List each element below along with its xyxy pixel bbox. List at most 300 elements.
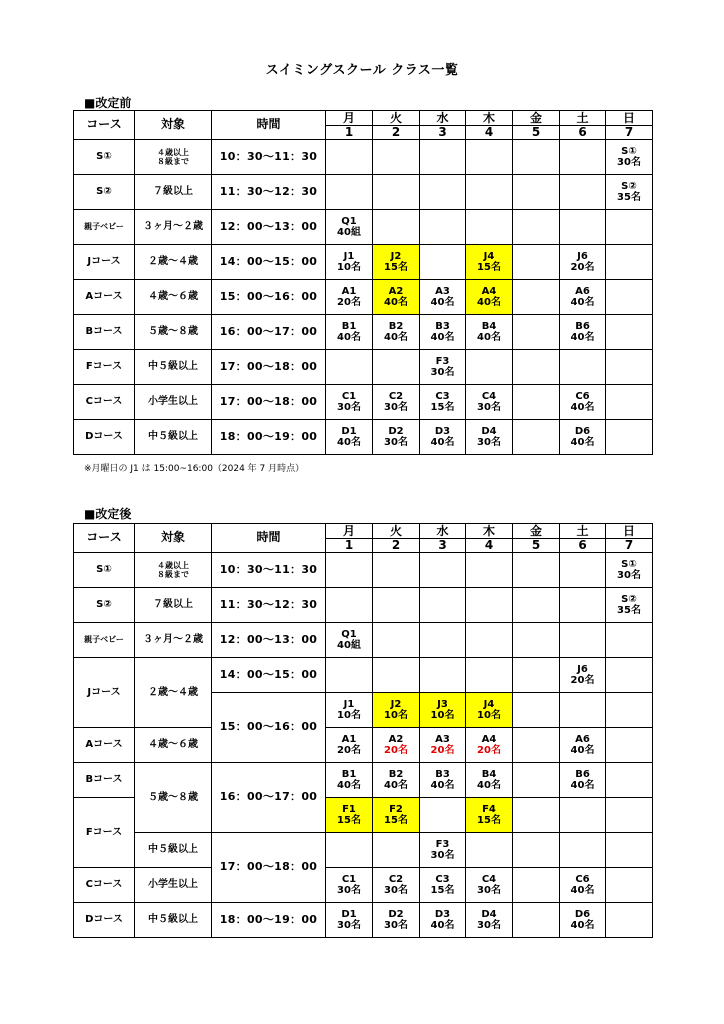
class-code: S① [621,559,637,570]
class-capacity: 40名 [430,437,455,448]
target-cell [135,210,212,245]
class-capacity: 30名 [430,367,455,378]
time-cell: 11：30〜12：30 [212,588,326,623]
class-cell [513,280,560,315]
class-cell [560,623,606,658]
class-cell [326,385,373,420]
class-cell [560,588,606,623]
class-capacity: 15名 [384,815,408,826]
class-code: A4 [481,286,497,297]
header-day-number: 1 [326,538,373,553]
class-code: C4 [481,391,497,402]
class-code: J3 [437,699,448,710]
class-capacity: 20名 [337,297,361,308]
class-code: J1 [343,251,355,262]
page-title: スイミングスクール クラス一覧 [265,63,459,78]
class-cell [606,210,653,245]
class-cell [466,350,513,385]
course-name: S① [74,553,135,588]
class-cell [420,175,466,210]
target-line: 中５級以上 [148,361,198,373]
class-cell [466,553,513,588]
class-cell [606,798,653,833]
class-code: A2 [388,286,404,297]
class-cell [373,658,420,693]
class-capacity: 30名 [384,920,408,931]
class-cell [560,315,606,350]
class-capacity: 30名 [384,885,408,896]
class-cell [420,350,466,385]
class-cell [326,553,373,588]
course-name: S① [74,140,135,175]
course-name: Jコース [74,245,135,280]
target-line: ８級まで [157,157,189,166]
class-code: S② [621,181,637,192]
class-capacity: 40名 [477,332,501,343]
class-cell [466,763,513,798]
class-code: B1 [341,321,357,332]
target-line: ４歳以上 [157,147,189,157]
header-day: 木 [466,111,513,126]
header-day-number: 6 [560,538,606,553]
footnote: ※月曜日の J1 は 15:00~16:00（2024 年 7 月時点） [84,464,305,474]
class-cell [466,420,513,455]
class-code: D4 [481,426,497,437]
class-code: A1 [341,734,357,745]
class-cell [420,728,466,763]
class-code: J4 [483,699,495,710]
class-code: S① [621,146,637,157]
header-target: 対象 [135,111,212,140]
class-code: C3 [435,874,450,885]
class-code: J1 [343,699,355,710]
class-capacity: 35名 [617,192,641,203]
time-cell: 10：30〜11：30 [212,553,326,588]
target-line: ８級まで [157,570,189,579]
target-cell: ３ヶ月〜２歳 [135,623,212,658]
header-day-number: 3 [420,125,466,140]
class-capacity: 30名 [384,402,408,413]
target-line: 小学生以上 [148,396,198,408]
class-cell [326,833,373,868]
class-cell [606,693,653,728]
class-code: D1 [341,426,357,437]
class-code: J4 [483,251,495,262]
header-day: 日 [606,111,653,126]
header-day-number: 1 [326,125,373,140]
header-day: 月 [326,524,373,539]
class-cell-highlighted [420,693,466,728]
header-target: 対象 [135,524,212,553]
class-code: Q1 [341,216,357,227]
class-capacity: 40名 [477,780,501,791]
class-cell [326,623,373,658]
class-cell [560,868,606,903]
class-capacity-changed: 20名 [430,745,455,756]
class-cell [373,728,420,763]
class-code: B6 [575,769,590,780]
class-capacity: 30名 [337,885,361,896]
course-name: Fコース [74,798,135,868]
header-day-number: 2 [373,538,420,553]
class-code: B2 [388,321,404,332]
class-cell-highlighted [373,798,420,833]
class-cell [466,833,513,868]
class-cell [420,763,466,798]
class-cell [420,903,466,938]
target-line: ４歳〜６歳 [148,291,198,303]
class-capacity: 20名 [337,745,361,756]
section-heading-after: ■改定後 [84,507,132,521]
class-cell [606,245,653,280]
class-capacity: 40名 [570,437,595,448]
class-code: A1 [341,286,357,297]
class-capacity: 15名 [430,402,455,413]
class-cell [466,728,513,763]
time-cell: 17：00〜18：00 [212,833,326,903]
class-cell [466,623,513,658]
class-code: B4 [481,769,497,780]
class-cell [326,728,373,763]
target-line: ４歳以上 [157,560,189,570]
course-name: S② [74,175,135,210]
class-code: A6 [575,286,590,297]
class-cell [420,280,466,315]
class-capacity: 30名 [617,570,641,581]
class-code: Q1 [341,629,357,640]
class-code: D6 [574,909,591,920]
time-cell: 18：00〜19：00 [212,420,326,455]
class-cell-highlighted [466,798,513,833]
class-code: D1 [341,909,357,920]
class-cell [420,798,466,833]
class-cell [606,350,653,385]
class-capacity: 40名 [337,332,361,343]
target-cell: 中５級以上 [135,903,212,938]
class-cell [560,798,606,833]
header-course: コース [74,524,135,553]
course-name: Dコース [74,420,135,455]
class-capacity: 30名 [617,157,641,168]
class-capacity: 20名 [570,262,595,273]
class-capacity: 40名 [384,332,408,343]
course-name: Aコース [74,728,135,763]
class-cell [373,763,420,798]
class-cell-highlighted [466,280,513,315]
class-cell [466,175,513,210]
target-cell [135,280,212,315]
class-code: C6 [575,874,590,885]
class-capacity: 15名 [384,262,408,273]
class-code: C4 [481,874,497,885]
class-code: F3 [435,839,450,850]
time-cell: 14：00〜15：00 [212,658,326,693]
class-cell [513,833,560,868]
class-capacity: 30名 [430,850,455,861]
class-cell [560,763,606,798]
class-code: J6 [577,251,588,262]
class-cell [466,588,513,623]
course-name: Jコース [74,658,135,728]
class-cell [560,175,606,210]
time-cell: 15：00〜16：00 [212,693,326,763]
class-cell [560,728,606,763]
class-capacity: 15名 [430,885,455,896]
class-capacity: 40名 [337,780,361,791]
class-cell [560,693,606,728]
class-cell [606,588,653,623]
class-cell [513,868,560,903]
class-code: B2 [388,769,404,780]
class-cell [466,903,513,938]
class-table-after [73,523,653,938]
class-code: B6 [575,321,590,332]
class-code: C1 [341,874,357,885]
class-cell [513,315,560,350]
class-cell [466,385,513,420]
class-cell [420,833,466,868]
class-capacity: 40名 [477,297,501,308]
class-cell [560,350,606,385]
class-cell [466,658,513,693]
class-cell [326,903,373,938]
class-cell [513,245,560,280]
class-capacity: 10名 [384,710,408,721]
class-cell [373,588,420,623]
class-cell [420,140,466,175]
class-table-before [73,110,653,455]
class-cell [513,658,560,693]
class-capacity: 40名 [430,780,455,791]
class-cell [513,420,560,455]
time-cell: 11：30〜12：30 [212,175,326,210]
class-cell [560,553,606,588]
class-capacity: 30名 [477,920,501,931]
class-code: F2 [389,804,403,815]
target-line: ７級以上 [153,186,193,198]
class-cell [326,140,373,175]
target-line: ２歳〜４歳 [148,256,198,268]
class-cell [373,553,420,588]
class-cell [560,833,606,868]
class-cell [373,210,420,245]
class-cell [560,140,606,175]
class-cell [513,728,560,763]
class-cell [326,315,373,350]
class-capacity: 20名 [570,675,595,686]
class-cell [420,210,466,245]
header-day: 水 [420,111,466,126]
target-cell [135,420,212,455]
class-capacity-changed: 20名 [384,745,408,756]
class-cell [513,140,560,175]
header-day-number: 7 [606,538,653,553]
course-name: Cコース [74,868,135,903]
class-capacity: 10名 [337,262,361,273]
time-cell: 14：00〜15：00 [212,245,326,280]
header-day: 土 [560,524,606,539]
class-cell [513,623,560,658]
class-cell [326,868,373,903]
class-capacity: 15名 [477,262,501,273]
class-code: F4 [482,804,496,815]
class-capacity: 40名 [570,332,595,343]
time-cell: 18：00〜19：00 [212,903,326,938]
class-cell [513,210,560,245]
class-cell [373,420,420,455]
class-capacity: 40組 [337,640,361,651]
class-cell [373,385,420,420]
target-cell: ２歳〜４歳 [135,658,212,728]
class-cell [560,658,606,693]
header-day: 日 [606,524,653,539]
class-capacity: 40名 [570,885,595,896]
target-cell: ７級以上 [135,588,212,623]
class-capacity: 15名 [477,815,501,826]
course-name: 親子ベビー [74,623,135,658]
header-day: 金 [513,111,560,126]
class-cell [513,763,560,798]
class-cell [560,903,606,938]
class-cell [606,903,653,938]
header-time: 時間 [212,524,326,553]
class-cell [513,903,560,938]
section-heading-before: ■改定前 [84,96,132,110]
class-capacity: 40名 [384,297,408,308]
course-name: Bコース [74,315,135,350]
class-capacity: 15名 [337,815,361,826]
time-cell: 16：00〜17：00 [212,763,326,833]
class-capacity: 40名 [430,332,455,343]
class-capacity: 40名 [570,780,595,791]
class-code: C6 [575,391,590,402]
target-line: 中５級以上 [148,431,198,443]
class-capacity: 10名 [477,710,501,721]
class-code: D2 [388,909,404,920]
class-capacity: 30名 [337,402,361,413]
class-capacity: 10名 [430,710,455,721]
target-cell: ５歳〜８歳 [135,763,212,833]
class-cell [326,658,373,693]
class-code: S② [621,594,637,605]
course-name: 親子ベビー [74,210,135,245]
target-cell [135,385,212,420]
header-day: 火 [373,524,420,539]
header-day: 水 [420,524,466,539]
class-code: J2 [390,699,402,710]
class-cell [513,385,560,420]
class-code: F3 [435,356,450,367]
class-code: D2 [388,426,404,437]
time-cell: 12：00〜13：00 [212,210,326,245]
class-code: D3 [434,909,451,920]
target-cell [135,315,212,350]
header-day-number: 2 [373,125,420,140]
header-day: 金 [513,524,560,539]
class-code: C3 [435,391,450,402]
header-day: 木 [466,524,513,539]
target-cell [135,140,212,175]
class-capacity: 40名 [570,402,595,413]
class-cell [373,140,420,175]
class-cell [513,175,560,210]
class-cell [560,420,606,455]
class-capacity: 40名 [570,297,595,308]
class-code: D4 [481,909,497,920]
class-code: B1 [341,769,357,780]
class-cell [606,728,653,763]
course-name: Bコース [74,763,135,798]
class-code: A2 [388,734,404,745]
class-capacity: 40名 [570,920,595,931]
class-code: A6 [575,734,590,745]
header-day-number: 6 [560,125,606,140]
class-cell-highlighted [373,245,420,280]
class-cell [513,588,560,623]
time-cell: 17：00〜18：00 [212,350,326,385]
header-day: 土 [560,111,606,126]
class-cell [326,175,373,210]
class-code: B4 [481,321,497,332]
class-code: F1 [342,804,356,815]
header-time: 時間 [212,111,326,140]
class-cell [606,868,653,903]
class-capacity: 30名 [384,437,408,448]
class-cell [466,868,513,903]
class-cell [420,588,466,623]
time-cell: 15：00〜16：00 [212,280,326,315]
header-day: 火 [373,111,420,126]
class-code: A3 [435,286,450,297]
class-cell [420,658,466,693]
class-cell [513,350,560,385]
class-cell [466,210,513,245]
class-capacity: 40組 [337,227,361,238]
class-cell [513,553,560,588]
header-course: コース [74,111,135,140]
class-cell [373,833,420,868]
class-cell [326,245,373,280]
class-cell [606,658,653,693]
class-cell [420,868,466,903]
target-cell: 中５級以上 [135,833,212,868]
target-line: ５歳〜８歳 [148,326,198,338]
class-cell [326,588,373,623]
class-cell [606,315,653,350]
class-code: B3 [435,321,450,332]
course-name: Fコース [74,350,135,385]
class-capacity: 40名 [570,745,595,756]
class-cell [420,420,466,455]
class-cell [420,245,466,280]
class-cell-highlighted [466,245,513,280]
class-cell-highlighted [373,280,420,315]
class-cell [513,798,560,833]
class-cell [420,385,466,420]
target-cell [135,245,212,280]
class-cell [606,623,653,658]
class-code: B3 [435,769,450,780]
time-cell: 10：30〜11：30 [212,140,326,175]
class-cell [513,693,560,728]
header-day-number: 4 [466,125,513,140]
header-day-number: 7 [606,125,653,140]
class-cell [606,175,653,210]
class-capacity: 30名 [337,920,361,931]
class-cell [373,868,420,903]
class-capacity: 40名 [384,780,408,791]
course-name: Cコース [74,385,135,420]
